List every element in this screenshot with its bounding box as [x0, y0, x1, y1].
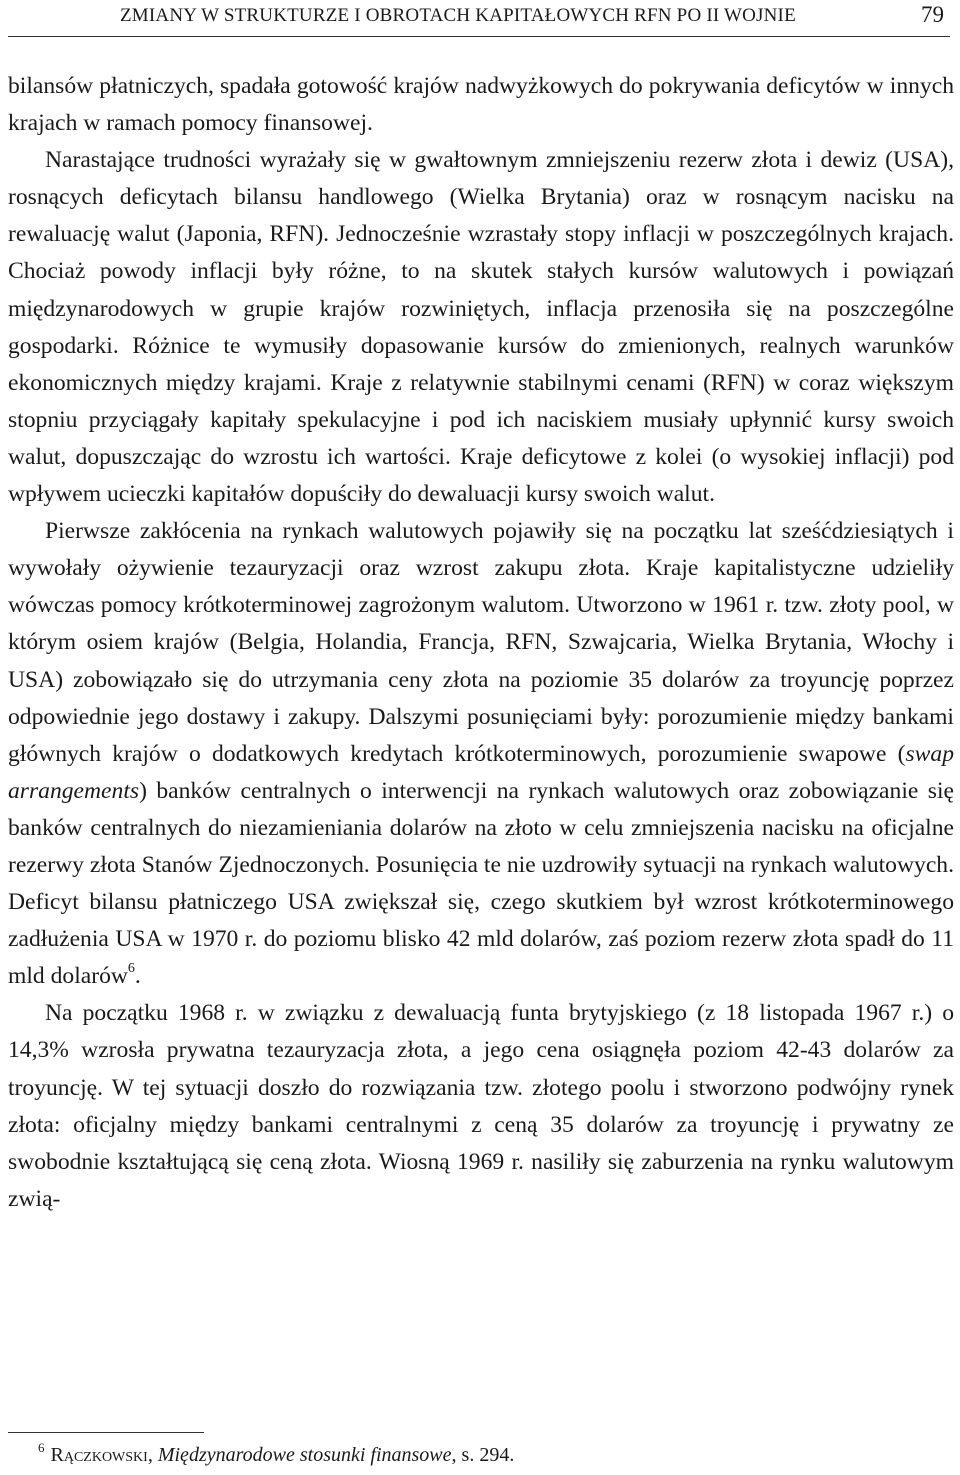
paragraph-3 [8, 513, 954, 995]
paragraph-1: bilansów płatniczych, spadała gotowość krajów nadwyżkowych do pokrywania deficytów w innych krajach w ramach pomocy finansowej. [8, 73, 954, 137]
footnote-author: Rączkowski [50, 1444, 148, 1466]
footnote: $^6$ Rączkowski, Międzynarodowe stosunki finansowe, s. 294. [38, 1440, 515, 1466]
footnote-divider [8, 1432, 204, 1433]
page-number: 79 [921, 2, 944, 27]
paragraph-3-italic-term: swap arrangements [8, 740, 954, 804]
footnote-reference: 6 [127, 961, 135, 977]
body-text [8, 68, 954, 1218]
paragraph-3-part-b: ) banków centralnych o interwencji na rynkach walutowych oraz zobowiązanie się banków centralnych do niezamieniania dolarów na złoto w celu zmniejszenia nacisku na oficjalne rezerwy złota Stanów Zjednoczonych. Posunięcia te nie uzdrowiły sytuacji na rynkach walutowych. Deficyt bilansu płatniczego USA zwiększał się, czego skutkiem był wzrost krótkoterminowego zadłużenia USA w 1970 r. do poziomu blisko 42 mld dolarów, zaś poziom rezerw złota spadł do 11 mld dolarów [8, 777, 954, 990]
paragraph-3-end: . [134, 963, 141, 990]
paragraph-3-part-a: Pierwsze zakłócenia na rynkach walutowych pojawiły się na początku lat sześćdziesiątych i wywołały ożywienie tezauryzacji oraz wzrost zakupu złota. Kraje kapitalistyczne udzieliły wówczas pomocy krótkoterminowej zagrożonym walutom. Utworzono w 1961 r. tzw. złoty pool, w którym osiem krajów (Belgia, Holandia, Francja, RFN, Szwajcaria, Wielka Brytania, Włochy i USA) zobowiązało się do utrzymania ceny złota na poziomie 35 dolarów za troyuncję poprzez odpowiednie jego dostawy i zakupy. Dalszymi posunięciami były: porozumienie między bankami głównych krajów o dodatkowych kredytach krótkoterminowych, porozumienie swapowe ( [8, 518, 954, 767]
page-header [8, 0, 950, 37]
footnote-page: , s. 294. [451, 1444, 515, 1466]
paragraph-2: Narastające trudności wyrażały się w gwałtownym zmniejszeniu rezerw złota i dewiz (USA), rosnących deficytach bilansu handlowego (Wielka Brytania) oraz w rosnącym nacisku na rewaluację walut (Japonia, RFN). Jednocześnie wzrastały stopy inflacji w poszczególnych krajach. Chociaż powody inflacji były różne, to na skutek stałych kursów walutowych i powiązań międzynarodowych w grupie krajów rozwiniętych, inflacja przenosiła się na poszczególne gospodarki. Różnice te wymusiły dopasowanie kursów do zmienionych, realnych warunków ekonomicznych między krajami. Kraje z relatywnie stabilnymi cenami (RFN) w coraz większym stopniu przyciągały kapitały spekulacyjne i pod ich naciskiem musiały upłynnić kursy swoich walut, dopuszczając do wzrostu ich wartości. Kraje deficytowe z kolei (o wysokiej inflacji) pod wpływem ucieczki kapitałów dopuściły do dewaluacji kursy swoich walut. [8, 147, 954, 508]
footnote-number: 6 [38, 1440, 45, 1455]
paragraph-4: Na początku 1968 r. w związku z dewaluacją funta brytyjskiego (z 18 listopada 1967 r.) o 14,3% wzrosła prywatna tezauryzacja złota, a jego cena osiągnęła poziom 42-43 dolarów za troyuncję. W tej sytuacji doszło do rozwiązania tzw. złotego poolu i stworzono podwójny rynek złota: oficjalny między bankami centralnymi z ceną 35 dolarów za troyuncję i prywatny ze swobodnie kształtującą się ceną złota. Wiosną 1969 r. nasiliły się zaburzenia na rynku walutowym zwią- [8, 1000, 954, 1212]
footnote-title: Międzynarodowe stosunki finansowe [157, 1444, 452, 1466]
running-head: ZMIANY W STRUKTURZE I OBROTACH KAPITAŁOWYCH RFN PO II WOJNIE [120, 5, 796, 26]
